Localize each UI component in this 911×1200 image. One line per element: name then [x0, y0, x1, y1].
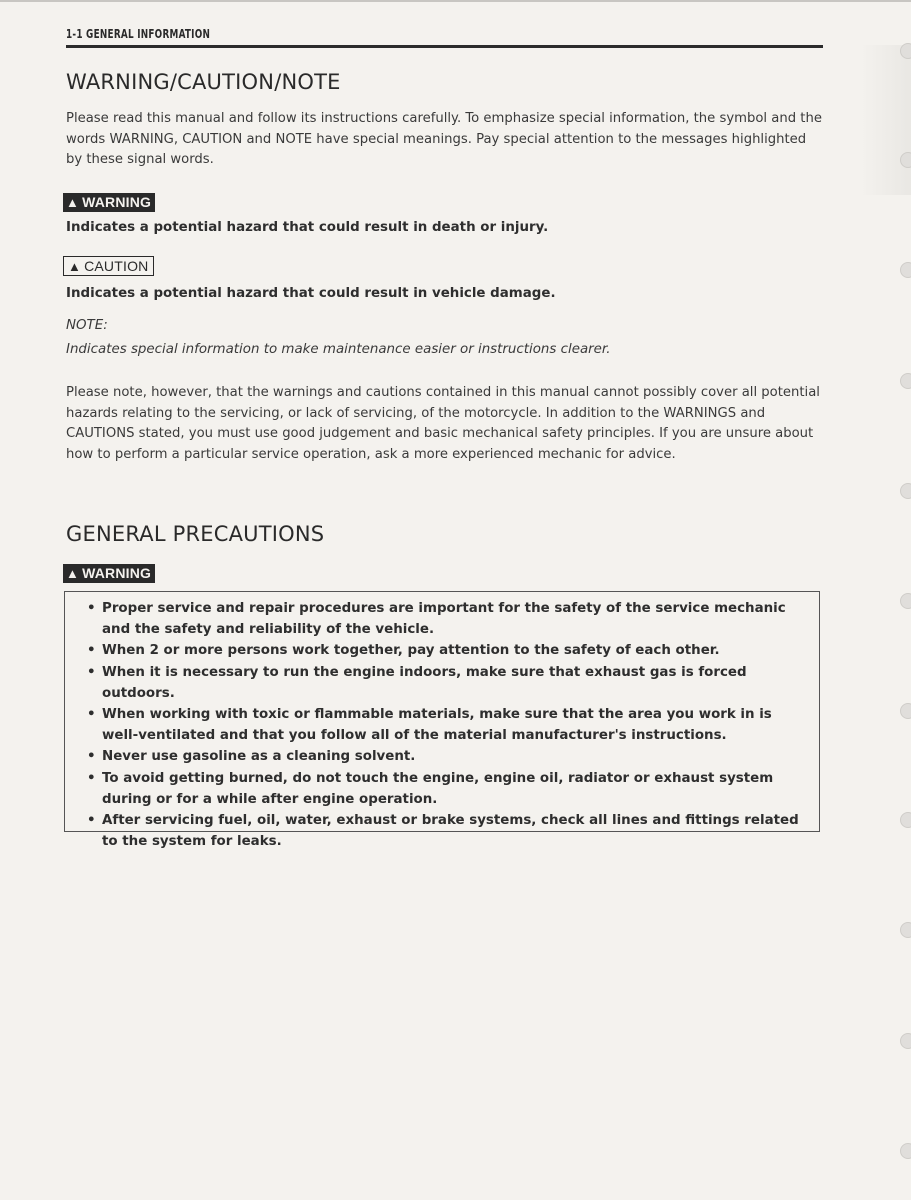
section-title-warning-caution-note: WARNING/CAUTION/NOTE	[66, 70, 341, 94]
binder-hole	[900, 1033, 911, 1049]
list-item: • Never use gasoline as a cleaning solvent.	[87, 746, 805, 767]
binder-hole	[900, 373, 911, 389]
intro-paragraph: Please read this manual and follow its instructions carefully. To emphasize special information, the symbol and the words WARNING, CAUTION and NOTE have special meanings. Pay special attention to the messages highlighted by these signal words.	[66, 111, 822, 167]
list-item: • When 2 or more persons work together, pay attention to the safety of each other.	[87, 640, 805, 661]
precautions-box	[64, 591, 820, 850]
header-text: 1-1 GENERAL INFORMATION	[66, 27, 211, 41]
warning-triangle-icon: ▲	[66, 195, 80, 210]
warning-badge-label: WARNING	[82, 194, 152, 210]
binder-hole	[900, 593, 911, 609]
precautions-list	[65, 592, 819, 852]
caution-badge-label: CAUTION	[84, 258, 149, 274]
section-title-general-precautions: GENERAL PRECAUTIONS	[66, 522, 325, 546]
binder-hole	[900, 483, 911, 499]
binder-hole	[900, 703, 911, 719]
note-description: Indicates special information to make maintenance easier or instructions clearer.	[66, 342, 611, 357]
binder-hole	[900, 152, 911, 168]
list-item: • To avoid getting burned, do not touch the engine, engine oil, radiator or exhaust system during or for a while after engine operation.	[87, 768, 805, 810]
binder-hole	[900, 1143, 911, 1159]
warning-triangle-icon: ▲	[68, 259, 82, 274]
closing-paragraph: Please note, however, that the warnings and cautions contained in this manual cannot possibly cover all potential hazards relating to the servicing, or lack of servicing, of the motorcycle. In addition to the WARNINGS and CAUTIONS stated, you must use good judgement and basic mechanical safety principles. If you are unsure about how to perform a particular service operation, ask a more experienced mechanic for advice.	[66, 385, 820, 462]
list-item: • After servicing fuel, oil, water, exhaust or brake systems, check all lines and fittings related to the system for leaks.	[87, 810, 805, 852]
note-label: NOTE:	[66, 318, 108, 333]
binder-hole	[900, 812, 911, 828]
page-top-edge	[0, 0, 911, 2]
binder-hole	[900, 922, 911, 938]
precautions-warning-badge	[63, 564, 155, 583]
list-item: • When it is necessary to run the engine indoors, make sure that exhaust gas is forced outdoors.	[87, 662, 805, 704]
warning-triangle-icon: ▲	[66, 566, 80, 581]
warning-description: Indicates a potential hazard that could result in death or injury.	[66, 220, 549, 235]
caution-description: Indicates a potential hazard that could result in vehicle damage.	[66, 286, 556, 301]
binder-hole	[900, 262, 911, 278]
precautions-warning-label: WARNING	[82, 565, 152, 581]
page-header	[66, 25, 823, 48]
caution-badge	[63, 256, 154, 276]
list-item: • When working with toxic or flammable materials, make sure that the area you work in is well-ventilated and that you follow all of the material manufacturer's instructions.	[87, 704, 805, 746]
scan-shadow	[860, 45, 911, 195]
warning-badge	[63, 193, 155, 212]
binder-hole	[900, 43, 911, 59]
list-item: • Proper service and repair procedures are important for the safety of the service mechanic and the safety and reliability of the vehicle.	[87, 598, 805, 640]
